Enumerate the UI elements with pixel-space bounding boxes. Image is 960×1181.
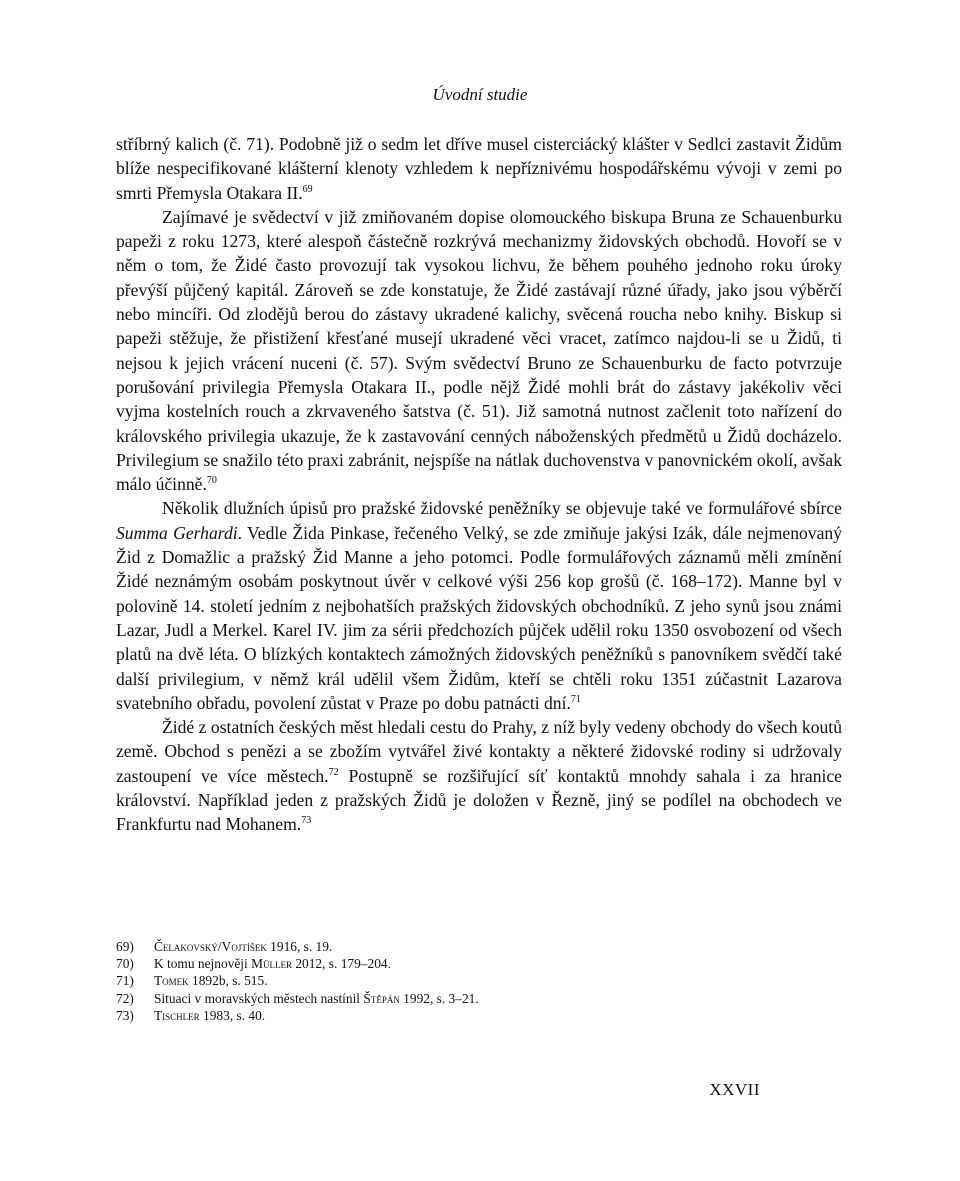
paragraph (116, 496, 842, 715)
paragraph (116, 715, 842, 836)
footnote-number: 71) (116, 973, 134, 989)
footnote-ref: 73 (301, 815, 312, 827)
paragraph-text: . Vedle Žida Pinkase, řečeného Velký, se zde zmiňuje jakýsi Izák, dále nejmenovaný Žid z Domažlic a pražský Žid Manne a jeho potomci. Podle formulářových záznamů měli zmínění Židé neznámým osobám poskytnout úvěr v celkové výši 256 kop grošů (č. 168–172). Manne byl v polovině 14. století jedním z nejbohatších pražských židovských obchodníků. Z jeho synů jsou známi Lazar, Judl a Merkel. Karel IV. jim za sérii předchozích půjček udělil roku 1350 osvobození od všech platů na dvě léta. O blízkých kontaktech zámožných židovských peněžníků s panovníkem svědčí také další privilegium, v němž král udělil všem Židům, kteří se chtěli roku 1351 zúčastnit Lazarova svatebního obřadu, povolení zůstat v Praze po dobu patnácti dní. (116, 522, 842, 713)
paragraph-text: Několik dlužních úpisů pro pražské židovské peněžníky se objevuje také ve formulářové sbírce (162, 498, 842, 519)
main-text (116, 132, 842, 837)
footnotes (116, 938, 842, 1024)
page-number: XXVII (709, 1080, 760, 1099)
paragraph-text: Židé z ostatních českých měst hledali cestu do Prahy, z níž byly vedeny obchody do všech koutů země. Obchod s penězi a se zbožím vytvářel živé kontakty a některé židovské rodiny si udržovaly zastoupení ve více městech. (116, 717, 842, 786)
footnote-text (154, 938, 332, 955)
footnote-ref: 72 (328, 766, 339, 778)
paragraph (116, 132, 842, 205)
footnote-author: Čelakovský/Vojtíšek (154, 939, 267, 954)
footnote-author: Tomek (154, 973, 189, 989)
footnote-text (154, 955, 391, 972)
footnote-text (154, 972, 268, 989)
footnote-author: Štěpán (363, 990, 400, 1006)
footnote-number: 69) (116, 939, 134, 954)
footnote-citation: 2012, s. 179–204. (291, 956, 391, 972)
footnote-ref: 69 (302, 183, 313, 195)
footnote-author: Müller (251, 956, 292, 972)
footnote-number: 70) (116, 956, 134, 972)
paragraph-text: Postupně se rozšiřující síť kontaktů mnohdy sahala i za hranice království. Například jeden z pražských Židů je doložen v Řezně, jiný se podílel na obchodech ve Frankfurtu nad Mohanem. (116, 765, 842, 835)
footnote-author: Tischler (154, 1007, 200, 1023)
footnote-ref: 70 (206, 475, 217, 487)
paragraph (116, 205, 842, 497)
footnote (116, 938, 842, 955)
footnote (116, 972, 842, 989)
footnote-prefix: K tomu nejnověji (154, 956, 252, 972)
work-title: Summa Gerhardi (116, 522, 238, 543)
running-head: Úvodní studie (432, 85, 528, 104)
paragraph-text: Zajímavé je svědectví v již zmiňovaném dopise olomouckého biskupa Bruna ze Schauenburku papeži z roku 1273, které alespoň částečně rozkrývá mechanizmy židovských obchodů. Hovoří se v něm o tom, že Židé často provozují tak vysokou lichvu, že během pouhého jednoho roku úroky převýší půjčený kapitál. Zároveň se zde konstatuje, že Židé zastávají různé úřady, jako jsou výběrčí nebo mincíři. Od zlodějů berou do zástavy ukradené kalichy, svěcená roucha nebo knihy. Biskup si papeži stěžuje, že přistižení křesťané musejí ukradené věci vracet, zatímco najdou-li se u Židů, ti nejsou k jejich vrácení nuceni (č. 57). Svým svědectví Bruno ze Schauenburku de facto potvrzuje porušování privilegia Přemysla Otakara II., podle nějž Židé mohli brát do zástavy jakékoliv věci vyjma kostelních rouch a zkrvaveného šatstva (č. 51). Již samotná nutnost začlenit toto nařízení do královského privilegia ukazuje, že k zastavování cenných náboženských předmětů u Židů docházelo. Privilegium se snažilo této praxi zabránit, nejspíše na nátlak duchovenstva v panovnickém okolí, avšak málo účinně. (116, 206, 842, 495)
footnote-text (154, 990, 479, 1007)
paragraph-text: stříbrný kalich (č. 71). Podobně již o sedm let dříve musel cisterciácký klášter v Sedlci zastavit Židům blíže nespecifikované klášterní klenoty vzhledem k nepříznivému hospodářskému vývoji v zemi po smrti Přemysla Otakara II. (116, 134, 842, 203)
footnote-citation: 1892b, s. 515. (188, 973, 268, 989)
footnote-ref: 71 (570, 693, 581, 705)
footnote-citation: 1983, s. 40. (199, 1007, 266, 1023)
footnote (116, 1007, 842, 1024)
footnote (116, 955, 842, 972)
footnote (116, 990, 842, 1007)
footnote-prefix: Situaci v moravských městech nastínil (154, 990, 364, 1006)
footnote-text (154, 1007, 265, 1024)
footnote-number: 73) (116, 1007, 134, 1023)
footnote-number: 72) (116, 990, 134, 1006)
footnote-citation: 1916, s. 19. (266, 939, 333, 954)
footnote-citation: 1992, s. 3–21. (399, 990, 479, 1006)
